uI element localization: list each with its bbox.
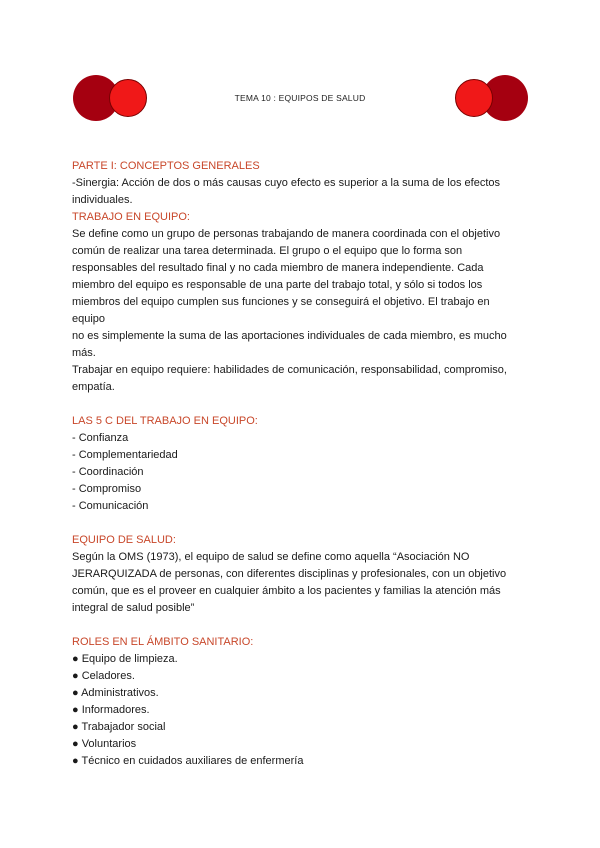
text-line: más. <box>72 347 96 359</box>
list-item: ● Equipo de limpieza. <box>72 653 178 665</box>
text-line: JERARQUIZADA de personas, con diferentes disciplinas y profesionales, con un objetivo <box>72 568 507 580</box>
section-heading-parte-1: PARTE I: CONCEPTOS GENERALES <box>72 160 260 172</box>
spacer <box>72 617 532 634</box>
list-item: ● Celadores. <box>72 670 135 682</box>
text-line: responsables del resultado final y no cada miembro de manera independiente. Cada <box>72 262 484 274</box>
list-item: - Comunicación <box>72 500 149 512</box>
text-line: Según la OMS (1973), el equipo de salud se define como aquella “Asociación NO <box>72 551 470 563</box>
text-line: Trabajar en equipo requiere: habilidades de comunicación, responsabilidad, compromiso, <box>72 364 507 376</box>
list-item: ● Trabajador social <box>72 721 166 733</box>
right-circles-logo <box>452 72 542 122</box>
text-line: común de realizar una tarea determinada. El grupo o el equipo que lo forma son <box>72 245 463 257</box>
bright-red-circle <box>455 79 493 117</box>
text-line: integral de salud posible” <box>72 602 195 614</box>
list-item: ● Voluntarios <box>72 738 137 750</box>
text-line: miembros del equipo cumplen sus funciones y se conseguirá el objetivo. El trabajo en <box>72 296 490 308</box>
list-item: ● Técnico en cuidados auxiliares de enfermería <box>72 755 304 767</box>
list-item: - Compromiso <box>72 483 142 495</box>
text-line: individuales. <box>72 194 133 206</box>
list-item: ● Informadores. <box>72 704 150 716</box>
page-header <box>0 0 600 140</box>
text-line: -Sinergia: Acción de dos o más causas cuyo efecto es superior a la suma de los efectos <box>72 177 501 189</box>
text-line: empatía. <box>72 381 115 393</box>
text-line: no es simplemente la suma de las aportaciones individuales de cada miembro, es mucho <box>72 330 507 342</box>
spacer <box>72 515 532 532</box>
list-item: - Coordinación <box>72 466 144 478</box>
section-heading-trabajo-en-equipo: TRABAJO EN EQUIPO: <box>72 211 190 223</box>
page-title: TEMA 10 : EQUIPOS DE SALUD <box>234 93 366 103</box>
text-line: miembro del equipo es responsable de una parte del trabajo total, y sólo si todos los <box>72 279 483 291</box>
document-body <box>72 158 532 770</box>
spacer <box>72 396 532 413</box>
list-item: - Confianza <box>72 432 129 444</box>
text-line: equipo <box>72 313 106 325</box>
text-line: común, que es el proveer en cualquier ámbito a los pacientes y familias la atención más <box>72 585 501 597</box>
section-heading-equipo-de-salud: EQUIPO DE SALUD: <box>72 534 176 546</box>
text-line: Se define como un grupo de personas trabajando de manera coordinada con el objetivo <box>72 228 501 240</box>
section-heading-roles: ROLES EN EL ÁMBITO SANITARIO: <box>72 636 254 648</box>
list-item: ● Administrativos. <box>72 687 159 699</box>
list-item: - Complementariedad <box>72 449 178 461</box>
section-heading-5c: LAS 5 C DEL TRABAJO EN EQUIPO: <box>72 415 258 427</box>
